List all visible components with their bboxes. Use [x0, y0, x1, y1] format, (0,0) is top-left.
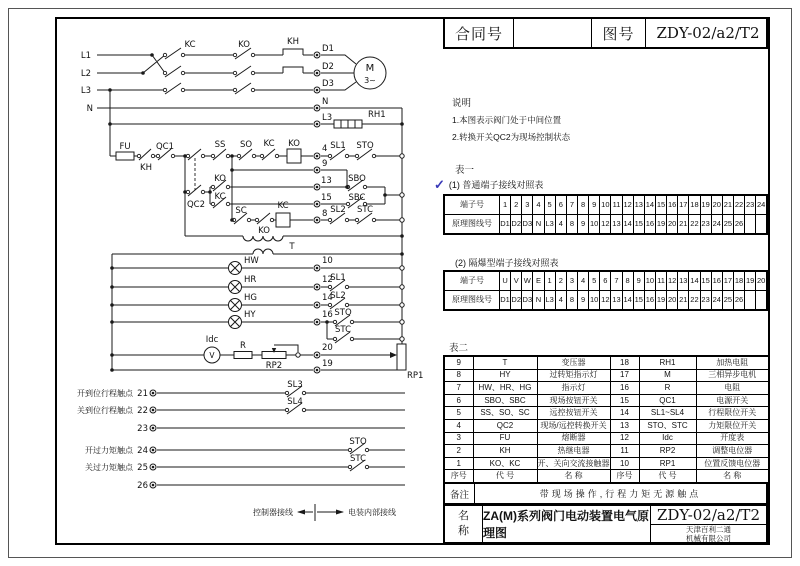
- table2-caption: (2) 隔爆型端子接线对照表: [455, 258, 559, 268]
- circuit-label: M: [365, 63, 375, 74]
- circuit-label: SL4: [287, 397, 303, 407]
- table-row: 端子号 U V W E 1 2 3 4 5 6 7 8 9 10 11 12 13 14 15 16 17 18 19 20: [444, 271, 767, 291]
- pot-rp1: [397, 344, 406, 370]
- circuit-label: 26: [137, 481, 148, 491]
- circuit-label: STO: [349, 437, 367, 447]
- circuit-label: 电装内部接线: [348, 508, 396, 517]
- table2-caption-row: [455, 256, 559, 269]
- components-table: [443, 355, 770, 484]
- remark-text: 带现场操作,行程力矩无源触点: [539, 489, 702, 499]
- circuit-label: R: [240, 341, 246, 351]
- circuit-label: KO: [258, 226, 270, 236]
- circuit-label: SBC: [348, 193, 366, 203]
- fuse-fu: [116, 152, 134, 160]
- table1-caption-row: [434, 178, 543, 191]
- circuit-label: QC2: [186, 200, 206, 210]
- circuit-label: 9: [322, 159, 328, 169]
- terminal-table-exproof: [443, 270, 768, 311]
- table-row: 原理图线号 D1 D2 D3 N L3 4 8 9 10 12 13 14 15 16 19 20 21 22 23 24 25 26: [444, 291, 767, 311]
- table-row: 4 QC2 现场/远控转换开关 13 STO、STC 力矩限位开关: [444, 419, 769, 432]
- company-name: 天津百利二通 机械有限公司: [686, 525, 731, 544]
- circuit-label: SL2: [330, 205, 346, 215]
- drawing-no-label: 图号: [591, 19, 645, 47]
- circuit-label: 23: [137, 424, 148, 434]
- circuit-label: KH: [287, 37, 299, 47]
- circuit-label: 20: [322, 343, 333, 353]
- circuit-label: SL1: [330, 141, 346, 151]
- remark-label: 备注: [445, 484, 475, 503]
- circuit-label: HG: [244, 293, 257, 303]
- notes-title: 说明: [452, 98, 472, 109]
- circuit-label: 开过力矩触点: [85, 446, 133, 455]
- circuit-label: RP2: [265, 361, 283, 371]
- circuit-label: STO: [356, 141, 374, 151]
- arrowheads: [272, 348, 397, 515]
- check-mark-icon: ✓: [434, 177, 445, 192]
- circuit-label: 21: [137, 389, 148, 399]
- circuit-label: D1: [322, 44, 334, 54]
- title-header-row: [443, 17, 768, 49]
- table1-caption: (1) 普通端子接线对照表: [448, 180, 544, 190]
- circuit-label: 12: [322, 275, 333, 285]
- table-row: 6 SBO、SBC 现场按钮开关 15 QC1 电源开关: [444, 394, 769, 407]
- circuit-label: SO: [239, 140, 253, 150]
- circuit-label: HW: [244, 256, 259, 266]
- resistor-r: [234, 352, 252, 359]
- note-line-1: 1.本图表示阀门处于中间位置: [452, 115, 562, 125]
- table-row: 9 T 变压器 18 RH1 加热电阻: [444, 356, 769, 369]
- circuit-label: 4: [322, 144, 328, 154]
- drawing-no-value: ZDY-02/a2/T2: [645, 19, 770, 47]
- table-row: 原理图线号 D1 D2 D3 N L3 4 8 9 10 12 13 14 15 16 19 20 21 22 23 24 25 26: [444, 215, 767, 235]
- circuit-label: 10: [322, 256, 333, 266]
- circuit-label: RP1: [407, 371, 424, 381]
- remark-row: [443, 482, 768, 505]
- circuit-label: RH1: [368, 110, 386, 120]
- circuit-label: KC: [277, 201, 289, 211]
- circuit-label: KC: [214, 192, 226, 202]
- circuit-label: 22: [137, 406, 148, 416]
- circuit-label: KC: [263, 139, 275, 149]
- circuit-label: 16: [322, 310, 333, 320]
- circuit-label: 25: [137, 463, 148, 473]
- drawing-number: ZDY-02/a2/T2: [651, 506, 766, 525]
- transformer-symbol: [243, 236, 283, 254]
- circuit-label: KO: [288, 139, 300, 149]
- circuit-labels: [77, 37, 423, 517]
- table-row: 端子号 1 2 3 4 5 6 7 8 9 10 11 12 13 14 15 16 17 18 19 20 21 22 23 24: [444, 195, 767, 215]
- circuit-label: STC: [334, 325, 352, 335]
- circuit-label: L2: [80, 69, 91, 79]
- lamp-symbols: [229, 262, 242, 329]
- table-row: 2 KH 热继电器 11 RP2 调整电位器: [444, 445, 769, 458]
- table1-title: 表一: [455, 165, 475, 176]
- circuit-label: SC: [235, 206, 247, 216]
- circuit-label: FU: [119, 142, 131, 152]
- circuit-label: SS: [214, 140, 226, 150]
- circuit-label: L3: [80, 86, 91, 96]
- circuit-label: 3~: [364, 76, 376, 85]
- circuit-label: V: [209, 351, 215, 360]
- circuit-label: 14: [322, 293, 333, 303]
- junctions-terminals: [108, 52, 404, 488]
- table-row: 7 HW、HR、HG 指示灯 16 R 电阻: [444, 382, 769, 395]
- circuit-schematic: [55, 17, 430, 545]
- circuit-label: L1: [80, 51, 91, 61]
- table-row: 5 SS、SO、SC 远控按钮开关 14 SL1~SL4 行程限位开关: [444, 407, 769, 420]
- notes-block: [452, 95, 570, 143]
- circuit-label: 关过力矩触点: [85, 463, 133, 472]
- circuit-label: L3: [322, 113, 333, 123]
- circuit-label: KC: [184, 40, 196, 50]
- coil-ko: [287, 149, 301, 163]
- contract-no-label: 合同号: [454, 25, 503, 43]
- circuit-label: KH: [140, 163, 152, 173]
- circuit-label: D3: [322, 79, 334, 89]
- circuit-label: STC: [356, 205, 374, 215]
- circuit-label: SL1: [330, 273, 346, 283]
- circuit-label: HY: [244, 310, 256, 320]
- circuit-label: 控制器接线: [253, 508, 293, 517]
- circuit-label: QC1: [155, 142, 175, 152]
- circuit-label: SL2: [330, 291, 346, 301]
- circuit-label: 8: [322, 209, 328, 219]
- circuit-label: 开到位行程触点: [77, 389, 133, 398]
- circuit-label: KO: [214, 174, 226, 184]
- circuit-label: STO: [334, 308, 352, 318]
- table-row: 1 KO、KC 开、关向交流接触器 10 RP1 位置反馈电位器: [444, 457, 769, 470]
- name-label: 名称: [445, 506, 483, 542]
- circuit-label: N: [86, 104, 93, 114]
- title-block-right: [651, 506, 766, 542]
- circuit-label: SBO: [348, 174, 366, 184]
- circuit-label: N: [322, 97, 329, 107]
- table-row: 序号 代 号 名 称 序号 代 号 名 称: [444, 470, 769, 483]
- circuit-label: D2: [322, 62, 334, 72]
- circuit-label: STC: [349, 454, 367, 464]
- title-block: [443, 504, 768, 544]
- circuit-label: HR: [244, 275, 257, 285]
- circuit-label: KO: [238, 40, 250, 50]
- table-row: 8 HY 过转矩指示灯 17 M 三相异步电机: [444, 369, 769, 382]
- circuit-label: T: [289, 242, 295, 252]
- circuit-label: Idc: [205, 335, 219, 345]
- note-line-2: 2.转换开关QC2为现场控制状态: [452, 132, 571, 142]
- drawing-name: ZA(M)系列阀门电动装置电气原理图: [483, 506, 651, 542]
- circuit-label: 19: [322, 359, 333, 369]
- circuit-label: 关到位行程触点: [77, 406, 133, 415]
- circuit-label: 15: [321, 193, 332, 203]
- circuit-label: 24: [137, 446, 148, 456]
- coil-kc: [276, 213, 290, 227]
- contract-no-value: [513, 19, 591, 47]
- components-title: 表二: [449, 343, 469, 354]
- circuit-label: 13: [321, 176, 332, 186]
- terminal-table-normal: [443, 194, 768, 235]
- circuit-label: SL3: [287, 380, 303, 390]
- table-row: 3 FU 熔断器 12 Idc 开度表: [444, 432, 769, 445]
